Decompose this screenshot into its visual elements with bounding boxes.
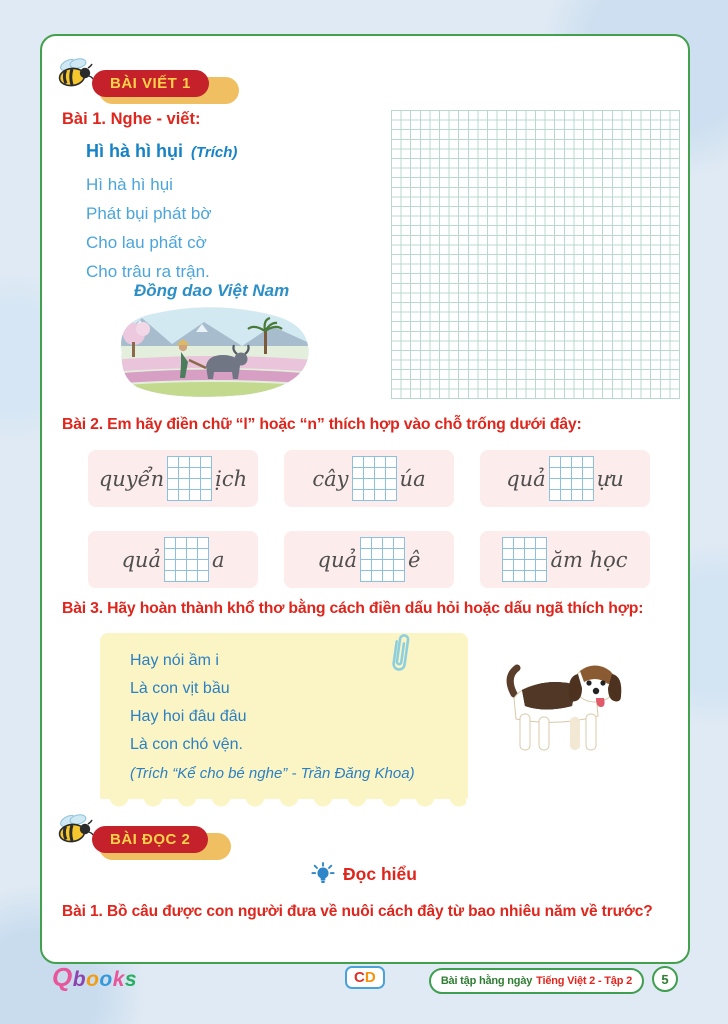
logo-letter: b: [72, 968, 87, 991]
answer-grid-box: [502, 537, 547, 582]
note-line: Hay nói ầm i: [130, 652, 219, 669]
page-number: 5: [652, 966, 678, 992]
logo-letter: s: [124, 968, 138, 991]
answer-grid-box: [167, 456, 212, 501]
reading-heading: Đọc hiểu: [343, 863, 417, 884]
fill-suffix: ăm học: [550, 547, 628, 572]
logo-letter: k: [112, 968, 125, 991]
logo-letter: o: [86, 968, 100, 991]
cd-logo-d: D: [364, 969, 376, 986]
answer-grid-box: [164, 537, 209, 582]
answer-grid-box: [549, 456, 594, 501]
poem-block: [86, 170, 212, 286]
fill-blank-item: [88, 450, 258, 507]
farm-plowing-illustration: [110, 302, 316, 401]
poem-line: Cho trâu ra trận.: [86, 262, 210, 281]
fill-prefix: quả: [506, 466, 546, 491]
fill-suffix: a: [211, 547, 225, 572]
logo-letter: o: [99, 968, 113, 991]
dog-illustration: [492, 650, 628, 764]
exercise3-heading: Bài 3. Hãy hoàn thành khổ thơ bằng cách điền dấu hỏi hoặc dấu ngã thích hợp:: [62, 600, 644, 617]
book-title: Tiếng Việt 2 - Tập 2: [536, 975, 632, 987]
poem-note-box: [100, 633, 468, 799]
badge-label: BÀI ĐỌC 2: [92, 826, 208, 853]
note-line: Là con vịt bầu: [130, 680, 230, 697]
book-title-pill: [429, 968, 644, 994]
cd-logo: [345, 966, 385, 989]
fill-prefix: quả: [121, 547, 161, 572]
note-line: Là con chó vện.: [130, 736, 243, 753]
poem-title-note: (Trích): [191, 144, 238, 161]
poem-line: Hì hà hì hụi: [86, 175, 173, 194]
poem-title-text: Hì hà hì hụi: [86, 141, 183, 161]
cd-logo-c: C: [354, 969, 365, 986]
bee-icon: [55, 56, 93, 90]
bee-icon: [55, 812, 93, 846]
fill-prefix: quyển: [98, 466, 165, 491]
fill-prefix: quả: [317, 547, 358, 572]
fill-blank-item: [480, 450, 650, 507]
section-badge-bai-viet-1: [92, 70, 232, 100]
exercise1-heading: Bài 1. Nghe - viết:: [62, 110, 201, 128]
section-badge-bai-doc-2: [92, 826, 224, 856]
publisher-logo: [52, 962, 137, 993]
poem-line: Cho lau phất cờ: [86, 233, 207, 252]
logo-letter: Q: [52, 962, 73, 992]
fill-blank-item: [88, 531, 258, 588]
reading-comprehension-header: [0, 862, 728, 886]
reading-question: Bài 1. Bồ câu được con người đưa về nuôi cách đây từ bao nhiêu năm về trước?: [62, 903, 653, 920]
fill-suffix: ê: [408, 547, 421, 572]
fill-suffix: ịch: [215, 466, 248, 491]
book-series: Bài tập hằng ngày: [440, 975, 533, 987]
lightbulb-icon: [311, 862, 335, 886]
note-line: Hay hoi đâu đâu: [130, 708, 247, 725]
fill-blank-item: [284, 450, 454, 507]
fill-blank-item: [284, 531, 454, 588]
fill-suffix: ựu: [596, 466, 624, 491]
poem-line: Phát bụi phát bờ: [86, 204, 212, 223]
badge-label: BÀI VIẾT 1: [92, 70, 209, 97]
answer-grid-box: [352, 456, 397, 501]
note-citation: (Trích “Kể cho bé nghe” - Trần Đăng Khoa): [130, 765, 415, 782]
poem-attribution: Đồng dao Việt Nam: [134, 281, 290, 300]
fill-suffix: úa: [399, 466, 426, 491]
fill-blank-item: [480, 531, 650, 588]
answer-grid-box: [360, 537, 405, 582]
fill-prefix: cây: [312, 466, 349, 491]
poem-title: [86, 141, 237, 162]
handwriting-practice-grid: [391, 110, 680, 399]
exercise2-heading: Bài 2. Em hãy điền chữ “l” hoặc “n” thích hợp vào chỗ trống dưới đây:: [62, 416, 582, 433]
